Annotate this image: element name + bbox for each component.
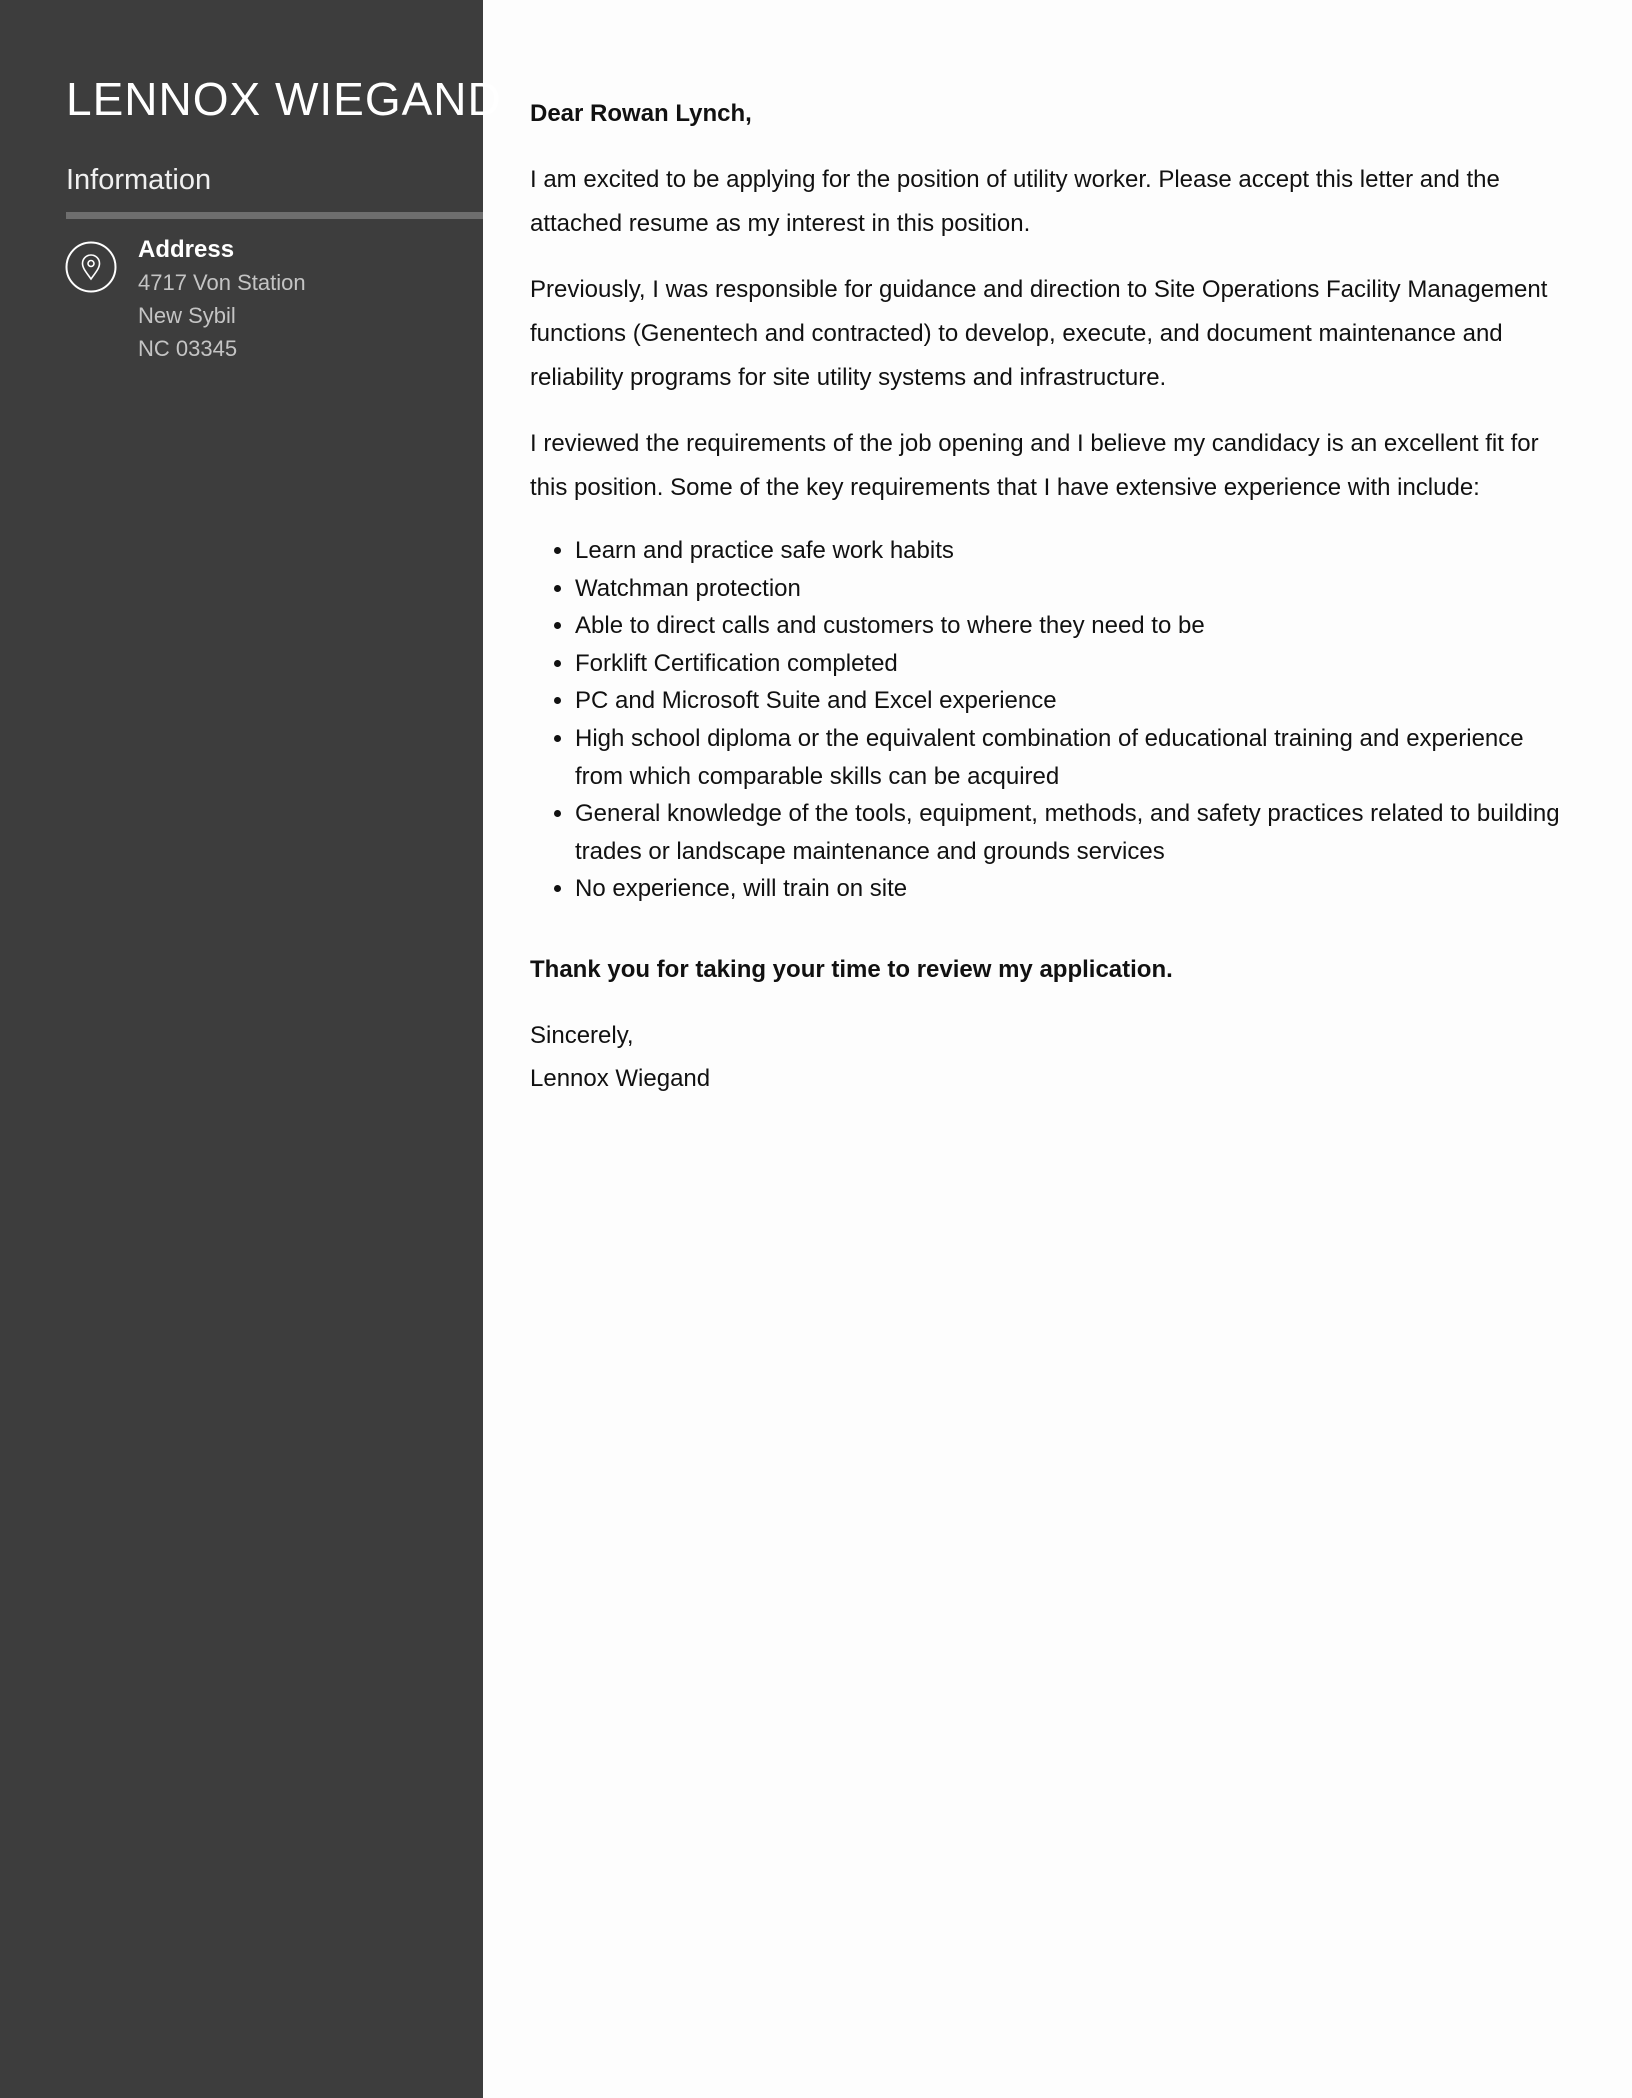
list-item: • PC and Microsoft Suite and Excel experience [575, 682, 1570, 720]
address-city: New Sybil [138, 303, 236, 328]
sidebar [0, 0, 502, 2098]
list-item: • General knowledge of the tools, equipment, methods, and safety practices related to building trades or landscape maintenance and grounds services [575, 795, 1570, 870]
list-item: • Watchman protection [575, 570, 1570, 608]
address-state-zip: NC 03345 [138, 336, 238, 361]
section-divider [66, 212, 483, 219]
address-street: 4717 Von Station [138, 270, 306, 295]
list-item: • Able to direct calls and customers to where they need to be [575, 607, 1570, 645]
signature: Lennox Wiegand [530, 1064, 711, 1092]
closing-line: Thank you for taking your time to review my application. [530, 955, 1173, 983]
applicant-name: LENNOX WIEGAND [66, 73, 502, 125]
requirements-list [530, 532, 1570, 908]
experience-paragraph: Previously, I was responsible for guidance and direction to Site Operations Facility Management functions (Genentech and contracted) to develop, execute, and document maintenance and reliability programs for site utility systems and infrastructure. [530, 276, 1548, 391]
requirements-paragraph: I reviewed the requirements of the job opening and I believe my candidacy is an excellent fit for this position. Some of the key requirements that I have extensive experience with include: [530, 430, 1539, 501]
information-heading: Information [66, 164, 212, 196]
greeting: Dear Rowan Lynch, [530, 100, 752, 127]
letter-body [530, 92, 1570, 1100]
list-item: • Forklift Certification completed [575, 645, 1570, 683]
list-item: • Learn and practice safe work habits [575, 532, 1570, 570]
list-item: • High school diploma or the equivalent combination of educational training and experience from which comparable skills can be acquired [575, 720, 1570, 795]
signoff: Sincerely, [530, 1021, 634, 1049]
intro-paragraph: I am excited to be applying for the position of utility worker. Please accept this letter and the attached resume as my interest in this position. [530, 166, 1500, 237]
map-pin-icon [65, 241, 117, 293]
list-item: • No experience, will train on site [575, 870, 1570, 908]
address-label: Address [138, 236, 235, 263]
